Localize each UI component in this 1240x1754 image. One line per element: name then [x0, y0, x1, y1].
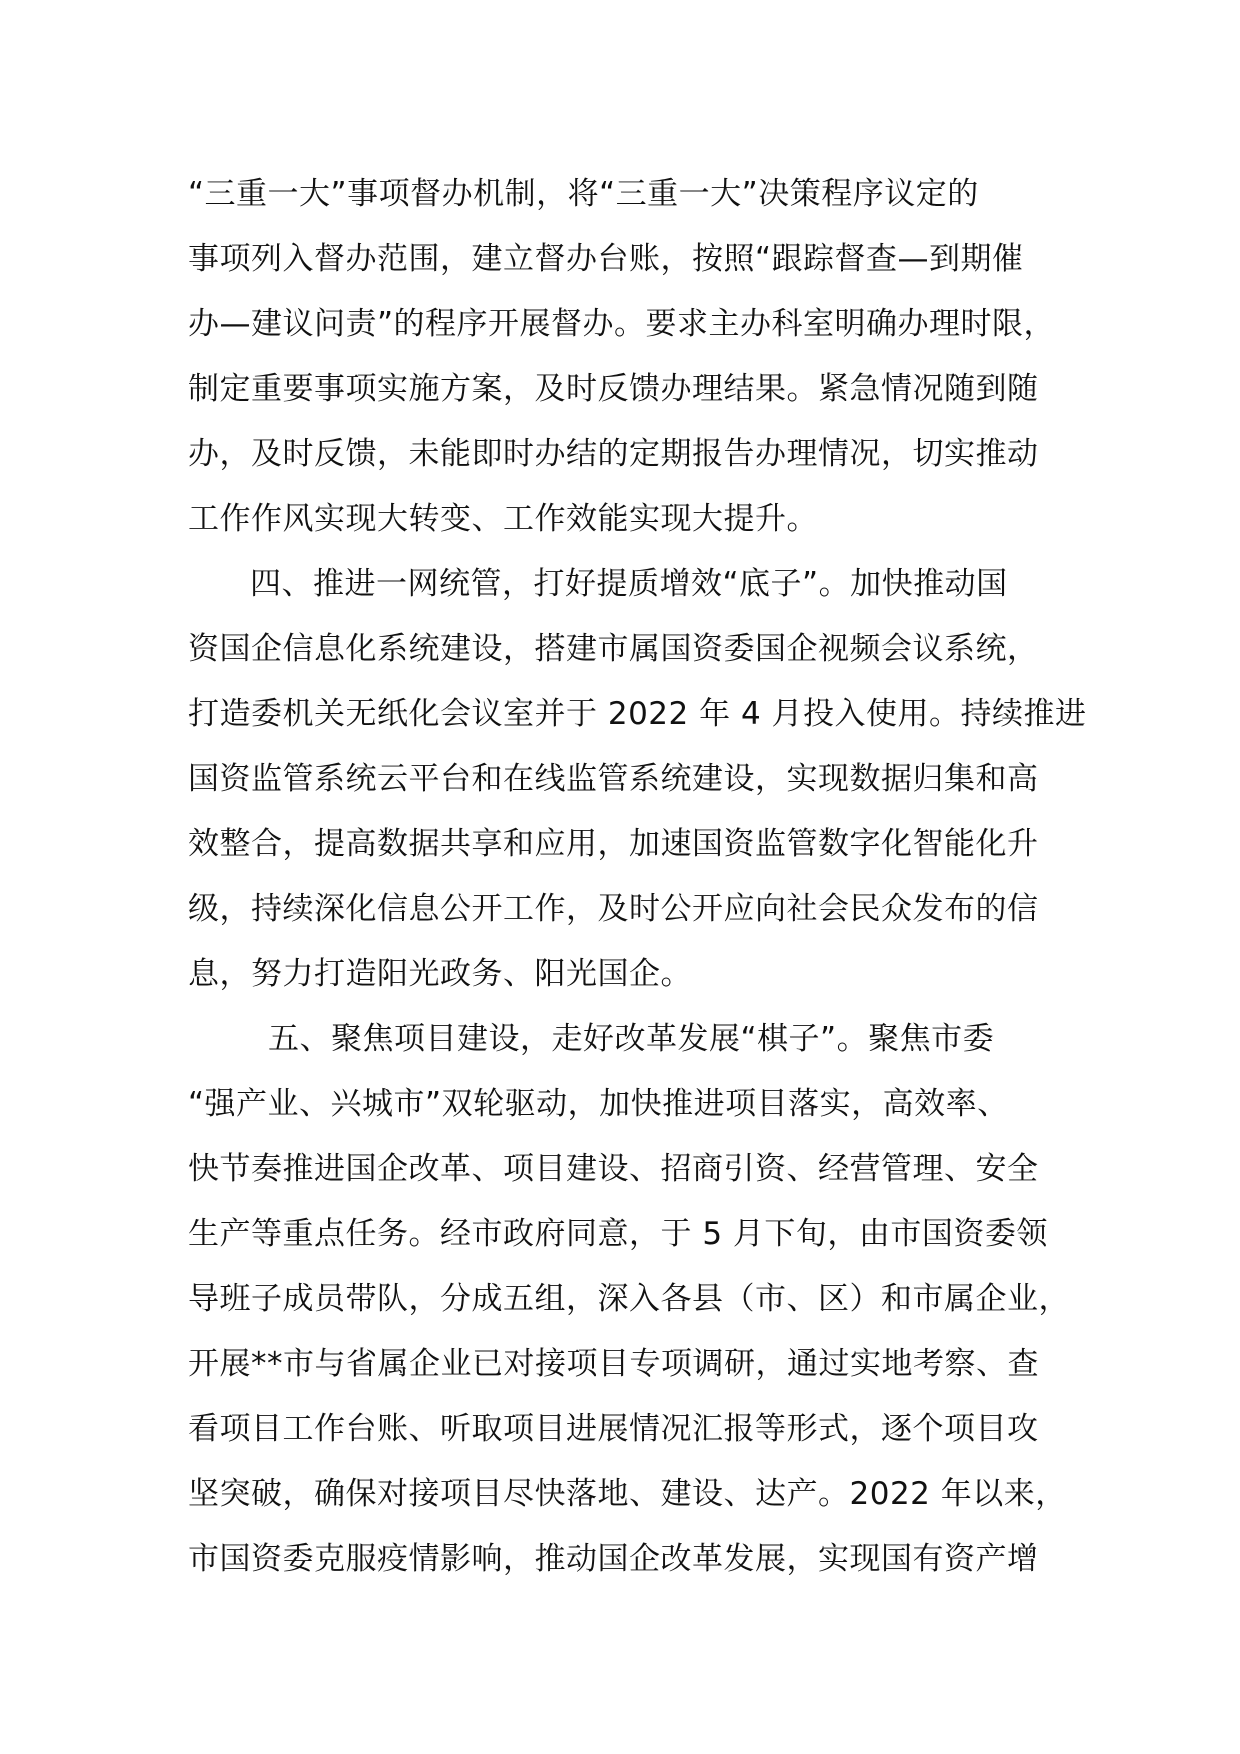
section-heading-line: 四、推进一网统管，打好提质增效“底子”。加快推动国: [250, 566, 1008, 602]
text-line: 快节奏推进国企改革、项目建设、招商引资、经营管理、安全: [188, 1151, 1039, 1187]
text-line: 办—建议问责”的程序开展督办。要求主办科室明确办理时限，: [188, 306, 1056, 342]
text-line: 办，及时反馈，未能即时办结的定期报告办理情况，切实推动: [188, 436, 1039, 472]
text-line: 看项目工作台账、听取项目进展情况汇报等形式，逐个项目攻: [188, 1411, 1039, 1447]
text-line: 效整合，提高数据共享和应用，加速国资监管数字化智能化升: [188, 826, 1039, 862]
text-line: 级，持续深化信息公开工作，及时公开应向社会民众发布的信: [188, 891, 1039, 927]
text-line: 国资监管系统云平台和在线监管系统建设，实现数据归集和高: [188, 761, 1039, 797]
text-line: 资国企信息化系统建设，搭建市属国资委国企视频会议系统，: [188, 631, 1039, 667]
text-line: 生产等重点任务。经市政府同意，于 5 月下旬，由市国资委领: [188, 1216, 1048, 1252]
body-text: [188, 162, 1087, 1592]
text-line: 事项列入督办范围，建立督办台账，按照“跟踪督查—到期催: [188, 241, 1024, 277]
text-line: 工作作风实现大转变、工作效能实现大提升。: [188, 501, 818, 537]
text-line: 制定重要事项实施方案，及时反馈办理结果。紧急情况随到随: [188, 371, 1039, 407]
text-line: 市国资委克服疫情影响，推动国企改革发展，实现国有资产增: [188, 1541, 1039, 1577]
text-line: 导班子成员带队，分成五组，深入各县（市、区）和市属企业，: [188, 1281, 1070, 1317]
text-line: 坚突破，确保对接项目尽快落地、建设、达产。2022 年以来，: [188, 1476, 1067, 1512]
text-line: 打造委机关无纸化会议室并于 2022 年 4 月投入使用。持续推进: [188, 696, 1087, 732]
text-line: 开展**市与省属企业已对接项目专项调研，通过实地考察、查: [188, 1346, 1039, 1382]
text-line: “三重一大”事项督办机制，将“三重一大”决策程序议定的: [188, 176, 979, 212]
text-line: “强产业、兴城市”双轮驱动，加快推进项目落实，高效率、: [188, 1086, 1009, 1122]
text-line: 息，努力打造阳光政务、阳光国企。: [188, 956, 692, 992]
section-heading-line: 五、聚焦项目建设，走好改革发展“棋子”。聚焦市委: [268, 1021, 995, 1057]
